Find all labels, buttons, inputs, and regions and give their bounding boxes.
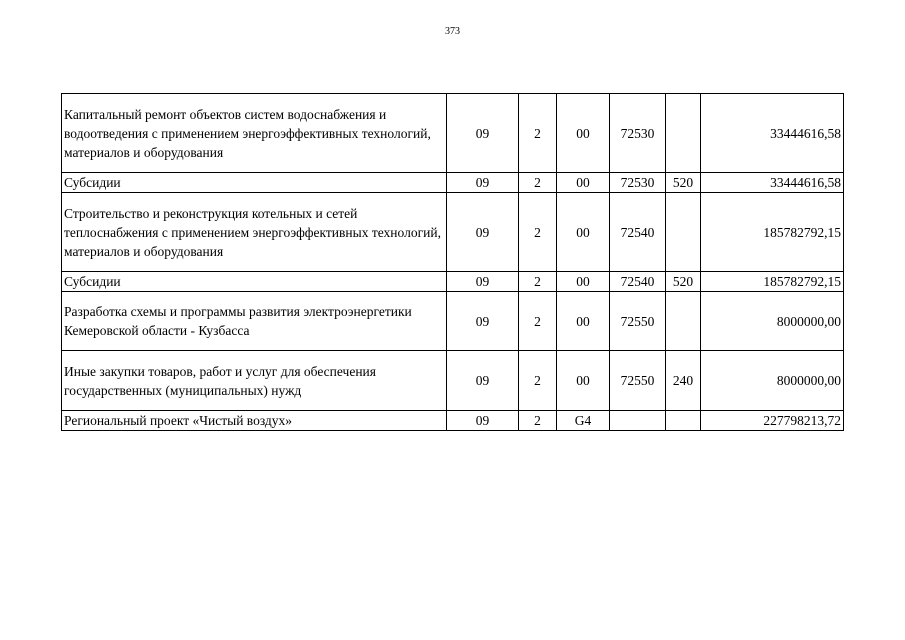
expense-type-cell [666,193,701,272]
section-cell: 09 [447,272,519,292]
section-cell: 09 [447,94,519,173]
code-cell: 72530 [610,173,666,193]
row-name-cell: Иные закупки товаров, работ и услуг для обеспечения государственных (муниципальных) нужд [62,351,447,411]
expense-type-cell: 240 [666,351,701,411]
code-cell: 72540 [610,272,666,292]
amount-cell: 185782792,15 [701,272,844,292]
code-cell: 72530 [610,94,666,173]
section-cell: 09 [447,351,519,411]
subsection-cell: 2 [519,94,557,173]
code-cell: 72540 [610,193,666,272]
section-cell: 09 [447,411,519,431]
row-name-cell: Строительство и реконструкция котельных и сетей теплоснабжения с применением энергоэффективных технологий, материалов и оборудования [62,193,447,272]
table-row [62,351,844,411]
expense-type-cell: 520 [666,173,701,193]
section-cell: 09 [447,292,519,351]
row-name-cell: Субсидии [62,173,447,193]
program-cell: 00 [557,193,610,272]
page-number: 373 [445,26,460,37]
table-row [62,173,844,193]
subsection-cell: 2 [519,351,557,411]
amount-cell: 8000000,00 [701,351,844,411]
program-cell: 00 [557,94,610,173]
table-row [62,272,844,292]
amount-cell: 33444616,58 [701,94,844,173]
expense-type-cell [666,292,701,351]
expense-type-cell: 520 [666,272,701,292]
amount-cell: 33444616,58 [701,173,844,193]
row-name-cell: Капитальный ремонт объектов систем водоснабжения и водоотведения с применением энергоэффективных технологий, материалов и оборудования [62,94,447,173]
row-name-cell: Разработка схемы и программы развития электроэнергетики Кемеровской области - Кузбасса [62,292,447,351]
row-name-cell: Субсидии [62,272,447,292]
expense-type-cell [666,94,701,173]
section-cell: 09 [447,193,519,272]
subsection-cell: 2 [519,193,557,272]
program-cell: 00 [557,173,610,193]
amount-cell: 8000000,00 [701,292,844,351]
table-row [62,411,844,431]
budget-table-body [62,94,844,431]
program-cell: 00 [557,351,610,411]
table-row [62,94,844,173]
table-row [62,292,844,351]
table-row [62,193,844,272]
program-cell: G4 [557,411,610,431]
code-cell: 72550 [610,351,666,411]
program-cell: 00 [557,292,610,351]
subsection-cell: 2 [519,411,557,431]
expense-type-cell [666,411,701,431]
subsection-cell: 2 [519,292,557,351]
budget-table [61,93,844,431]
row-name-cell: Региональный проект «Чистый воздух» [62,411,447,431]
subsection-cell: 2 [519,272,557,292]
amount-cell: 185782792,15 [701,193,844,272]
amount-cell: 227798213,72 [701,411,844,431]
subsection-cell: 2 [519,173,557,193]
code-cell: 72550 [610,292,666,351]
program-cell: 00 [557,272,610,292]
code-cell [610,411,666,431]
section-cell: 09 [447,173,519,193]
